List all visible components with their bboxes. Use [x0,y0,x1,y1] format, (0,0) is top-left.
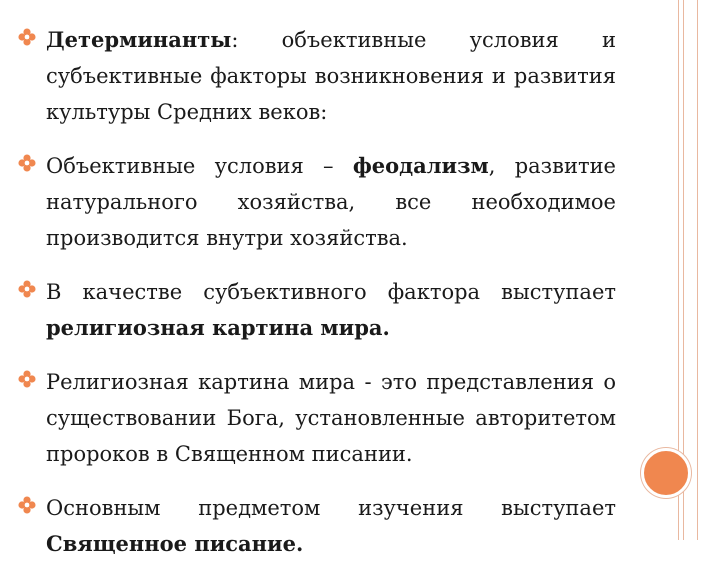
flower-bullet-icon [18,496,36,514]
bullet-item [18,148,616,256]
flower-bullet-icon [18,280,36,298]
bullet-bold-term: религиозная картина мира. [46,315,390,340]
bullet-text: : объективные условия и субъективные факторы возникновения и развития культуры Средних веков: [46,28,616,124]
bullet-item [18,274,616,346]
bullet-bold-term: феодализм [352,153,489,178]
bullet-text: Основным предметом изучения выступает [46,496,616,520]
flower-bullet-icon [18,154,36,172]
bullet-text: Объективные условия – [46,154,353,178]
bullet-bold-term: Священное писание. [46,531,304,556]
bullet-text: , развитие натурального хозяйства, все необходимое производится внутри хозяйства. [46,154,616,250]
slide-content [18,22,616,580]
decorative-circle [641,448,691,498]
bullet-text: В качестве субъективного фактора выступает [46,280,616,304]
bullet-text: Религиозная картина мира - это представления о существовании Бога, установленные авторитетом пророков в Священном писании. [46,370,616,466]
flower-bullet-icon [18,28,36,46]
bullet-item [18,364,616,472]
bullet-bold-lead: Детерминанты [46,27,232,52]
bullet-item [18,490,616,562]
flower-bullet-icon [18,370,36,388]
bullet-item [18,22,616,130]
frame-line-right [697,0,698,540]
